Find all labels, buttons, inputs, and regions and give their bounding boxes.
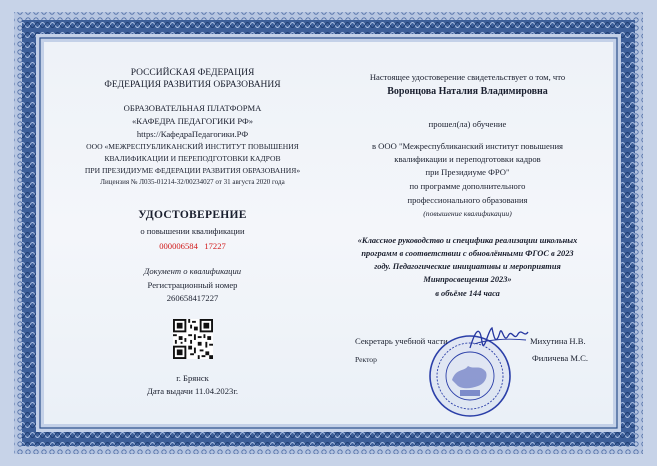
platform-site: https://КафедраПедагогики.РФ <box>136 129 249 139</box>
rector-label: Ректор <box>355 355 377 364</box>
certifies-text: Настоящее удостоверение свидетельствует о том, что <box>369 72 566 82</box>
program-line-2: профессионального образования <box>407 195 528 205</box>
course-line-1: «Классное руководство и специфика реализации школьных <box>357 236 578 245</box>
document-kind: Документ о квалификации <box>143 266 242 276</box>
license-text: Лицензия № Л035-01214-32/00234027 от 31 августа 2020 года <box>100 178 285 186</box>
course-line-2: программ в соответствии с обновлёнными ФГОС в 2023 <box>361 249 574 258</box>
org-line-1: ООО «МЕЖРЕСПУБЛИКАНСКИЙ ИНСТИТУТ ПОВЫШЕНИЯ <box>86 142 299 151</box>
course-hours: в объёме 144 часа <box>435 289 500 298</box>
org-line-3: ПРИ ПРЕЗИДИУМЕ ФЕДЕРАЦИИ РАЗВИТИЯ ОБРАЗОВАНИЯ» <box>84 166 301 175</box>
secretary-label: Секретарь учебной части <box>355 336 448 346</box>
program-type: (повышение квалификации) <box>423 209 512 218</box>
federation-title: ФЕДЕРАЦИЯ РАЗВИТИЯ ОБРАЗОВАНИЯ <box>104 80 281 90</box>
signature-icon <box>466 318 530 358</box>
org-line-2: КВАЛИФИКАЦИИ И ПЕРЕПОДГОТОВКИ КАДРОВ <box>104 154 281 163</box>
course-line-4: Минпросвещения 2023» <box>423 275 512 284</box>
document-number <box>70 241 315 251</box>
course-line-3: году. Педагогические инициативы и мероприятия <box>374 262 561 271</box>
document-title: УДОСТОВЕРЕНИЕ <box>138 209 247 221</box>
secretary-name: Михутина Н.В. <box>530 336 586 346</box>
program-line-1: по программе дополнительного <box>409 181 526 191</box>
number-id: 17227 <box>204 241 226 251</box>
institute-line-1: в ООО "Межреспубликанский институт повышения <box>371 141 564 151</box>
platform-name: «КАФЕДРА ПЕДАГОГИКИ РФ» <box>131 116 254 126</box>
country-title: РОССИЙСКАЯ ФЕДЕРАЦИЯ <box>130 68 255 78</box>
left-column <box>70 0 315 466</box>
city: г. Брянск <box>176 373 209 383</box>
registration-number: 260658417227 <box>166 293 219 303</box>
platform-label: ОБРАЗОВАТЕЛЬНАЯ ПЛАТФОРМА <box>123 103 262 113</box>
qr-code-icon <box>173 319 213 359</box>
rector-name: Филичева М.С. <box>532 353 588 363</box>
issue-date: Дата выдачи 11.04.2023г. <box>146 386 239 396</box>
institute-line-2: квалификации и переподготовки кадров <box>394 154 541 164</box>
registration-label: Регистрационный номер <box>147 280 238 290</box>
passed-training: прошел(ла) обучение <box>428 119 507 129</box>
institute-line-3: при Президиуме ФРО" <box>425 167 510 177</box>
recipient-name: Воронцова Наталия Владимировна <box>387 86 548 97</box>
number-series: 000006584 <box>159 241 198 251</box>
document-subtitle: о повышении квалификации <box>140 226 245 236</box>
